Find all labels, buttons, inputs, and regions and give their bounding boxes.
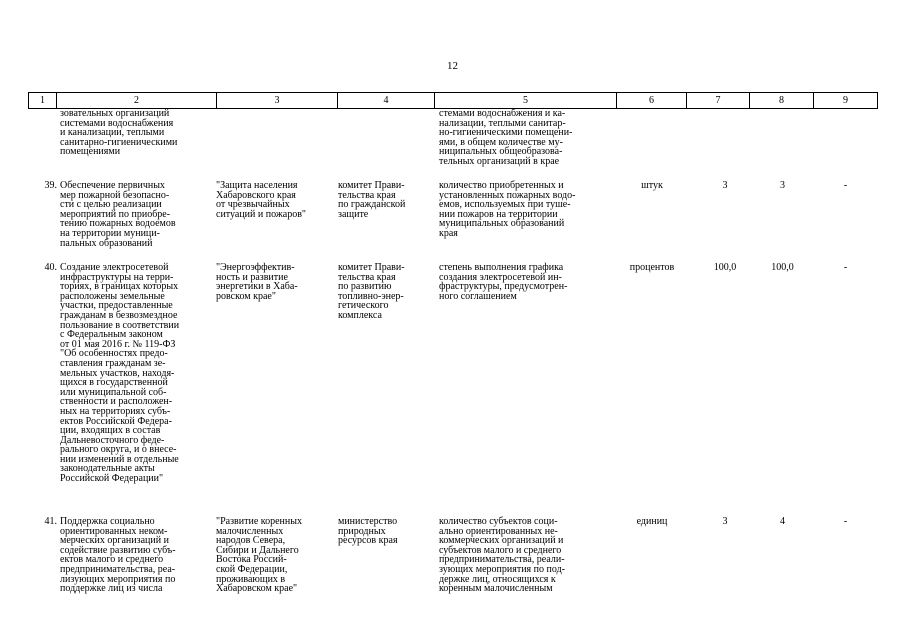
column-number-header [28, 92, 878, 109]
executor-text: комитет Прави- тельства края по гражданской защите [338, 180, 406, 220]
program-text: "Энергоэффектив- ность и развитие энергетики в Хаба- ровском крае" [216, 262, 298, 302]
indicator-text: количество приобретенных и установленных пожарных водо- емов, используемых при туше- нии пожаров на территории муниципальных образований края [439, 180, 576, 239]
column-number: 7 [687, 93, 750, 109]
unit-text: процентов [629, 262, 675, 273]
program-text: "Защита населения Хабаровского края от чрезвычайных ситуаций и пожаров" [216, 180, 306, 220]
program-text: "Развитие коренных малочисленных народов Севера, Сибири и Дальнего Востока Россий- ской Федерации, проживающих в Хабаровском крае" [216, 516, 302, 595]
indicator-text: степень выполнения графика создания электросетевой ин- фраструктуры, предусмотрен- ного соглашением [439, 262, 568, 302]
column-number: 5 [435, 93, 617, 109]
unit-text: единиц [636, 516, 668, 527]
measure-text: Поддержка социально ориентированных неком- мерческих организаций и содействие развитию субъ- ектов малого и среднего предпринимательства, реа- лизующих мероприятия по поддержке лиц из числа [60, 516, 176, 595]
continuation-measure-text: зовательных организаций системами водоснабжения и канализации, теплыми санитарно-гигиеническими помещениями [60, 108, 178, 158]
value-col9: - [843, 516, 848, 527]
column-number: 1 [29, 93, 57, 109]
executor-text: министерство природных ресурсов края [338, 516, 398, 547]
row-number: 41. [44, 516, 57, 527]
measure-text: Обеспечение первичных мер пожарной безопасно- сти с целью реализации мероприятий по приобре- тению пожарных водоемов на территории муници- пальных образований [60, 180, 176, 249]
indicator-text: количество субъектов соци- ально ориентированных не- коммерческих организаций и субъектов малого и среднего предпринимательства, реали- зующих мероприятия по под- держке лиц, относящихся к коренным малочисленным [439, 516, 565, 595]
value-col8: 3 [780, 180, 785, 191]
column-number: 2 [57, 93, 217, 109]
value-col7: 100,0 [713, 262, 737, 273]
value-col8: 100,0 [771, 262, 794, 273]
row-number: 40. [44, 262, 57, 273]
row-number: 39. [44, 180, 57, 191]
continuation-indicator-text: стемами водоснабжения и ка- нализации, теплыми санитар- но-гигиеническими помещени- ями, в общем количестве му- ниципальных общеобразова- тельных организаций в крае [439, 108, 573, 167]
column-number: 8 [750, 93, 814, 109]
value-col9: - [843, 180, 848, 191]
value-col8: 4 [780, 516, 785, 527]
column-number: 3 [217, 93, 338, 109]
unit-text: штук [641, 180, 663, 191]
executor-text: комитет Прави- тельства края по развитию топливно-энер- гетического комплекса [338, 262, 405, 321]
value-col7: 3 [722, 516, 728, 527]
value-col9: - [843, 262, 848, 273]
column-number: 9 [814, 93, 878, 109]
column-number: 6 [617, 93, 687, 109]
measure-text: Создание электросетевой инфраструктуры на терри- ториях, в границах которых расположены земельные участки, предоставленные гражданам в безвозмездное пользование в соответствии с Федеральным законом от 01 мая 2016 г. № 119-ФЗ "Об особенностях предо- ставления гражданам зе- мельных участков, находя- щихся в государственной или муниципальной соб- ственности и расположен- ных на территориях субъ- ектов Российской Федера- ции, входящих в состав Дальневосточного феде- рального округа, и о внесе- нии изменений в отдельные законодательные акты Российской Федерации" [60, 262, 180, 485]
value-col7: 3 [722, 180, 728, 191]
page-number: 12 [447, 60, 458, 72]
column-number: 4 [338, 93, 435, 109]
